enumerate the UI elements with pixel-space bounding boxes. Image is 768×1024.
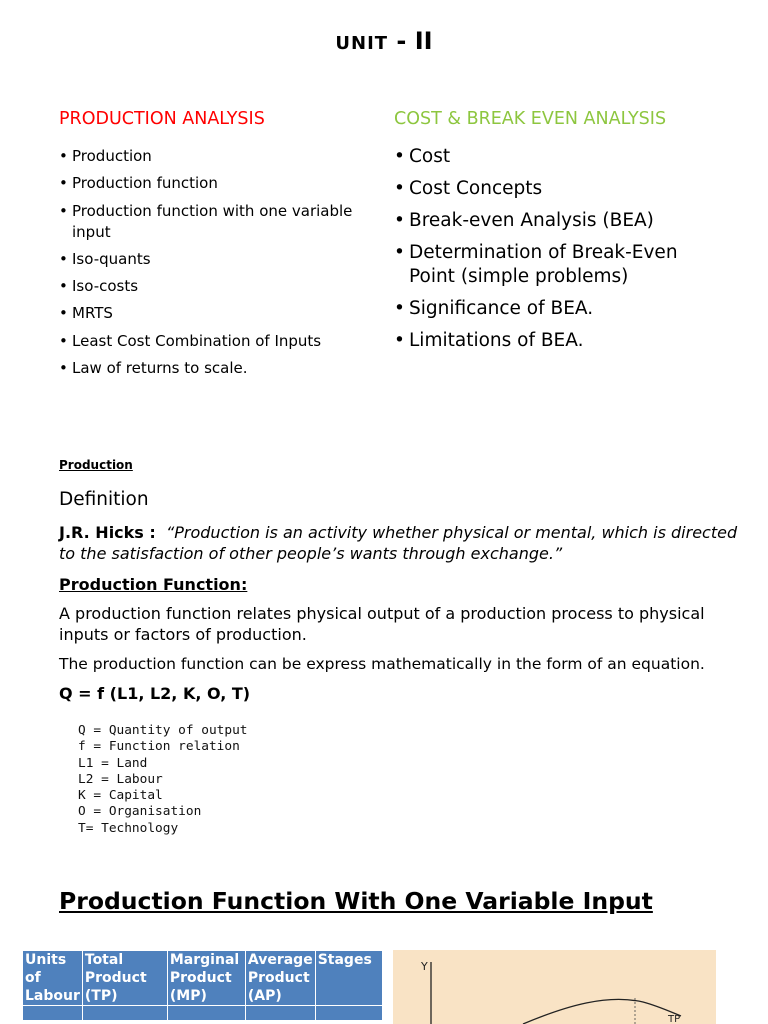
production-function-paragraph: A production function relates physical output of a production process to physical inputs or factors of production. xyxy=(59,604,705,644)
hicks-quote: “Production is an activity whether physical or mental, which is directed to the satisfaction of other people’s wants through exchange.” xyxy=(59,523,738,563)
legend-item: K = Capital xyxy=(78,788,163,804)
definition-label: Definition xyxy=(59,489,149,510)
table-cell xyxy=(245,1006,315,1021)
table-row xyxy=(23,1006,383,1021)
legend-item: L2 = Labour xyxy=(78,771,163,787)
list-item: • Production xyxy=(59,146,379,167)
production-function-math-text: The production function can be express mathematically in the form of an equation. xyxy=(59,655,705,673)
list-item: • Production function xyxy=(59,173,379,194)
legend-item: f = Function relation xyxy=(78,739,240,755)
list-item: • Cost xyxy=(394,145,714,169)
graph-svg xyxy=(393,950,716,1024)
table-cell xyxy=(23,1006,83,1021)
list-item: • Determination of Break-Even Point (simple problems) xyxy=(394,241,714,288)
list-item: • Significance of BEA. xyxy=(394,297,714,321)
list-item: • Cost Concepts xyxy=(394,177,714,201)
cost-topics-list xyxy=(394,145,714,361)
legend-item: L1 = Land xyxy=(78,755,148,771)
production-function-heading: Production Function: xyxy=(59,575,248,594)
list-item: • Production function with one variable input xyxy=(59,201,379,243)
list-item: • Law of returns to scale. xyxy=(59,358,379,379)
equation-legend xyxy=(78,723,248,837)
hicks-author: J.R. Hicks : xyxy=(59,523,156,542)
title-roman: - II xyxy=(388,27,433,55)
hicks-definition xyxy=(59,522,739,564)
production-topics-list xyxy=(59,146,379,385)
production-equation: Q = f (L1, L2, K, O, T) xyxy=(59,684,251,703)
production-analysis-heading: PRODUCTION ANALYSIS xyxy=(59,109,265,129)
production-graph xyxy=(393,950,716,1024)
list-item: • Limitations of BEA. xyxy=(394,329,714,353)
list-item: • Iso-quants xyxy=(59,249,379,270)
column-header: Units of Labour xyxy=(23,951,83,1006)
legend-item: T= Technology xyxy=(78,820,179,836)
list-item: • Least Cost Combination of Inputs xyxy=(59,331,379,352)
column-header: Stages xyxy=(315,951,382,1006)
column-header: Average Product (AP) xyxy=(245,951,315,1006)
list-item: • MRTS xyxy=(59,303,379,324)
production-table xyxy=(22,950,383,1021)
title-unit: UNIT xyxy=(335,33,389,54)
list-item: • Break-even Analysis (BEA) xyxy=(394,209,714,233)
production-section-heading: Production xyxy=(59,458,133,472)
one-variable-input-heading: Production Function With One Variable Input xyxy=(59,887,653,915)
cost-break-even-heading: COST & BREAK EVEN ANALYSIS xyxy=(394,109,667,129)
list-item: • Iso-costs xyxy=(59,276,379,297)
legend-item: Q = Quantity of output xyxy=(78,723,248,738)
legend-item: O = Organisation xyxy=(78,804,202,820)
table-cell xyxy=(315,1006,382,1021)
table-header-row xyxy=(23,951,383,1006)
y-axis-label: Y xyxy=(421,960,428,973)
column-header: Marginal Product (MP) xyxy=(167,951,245,1006)
tp-curve-label: TP xyxy=(668,1014,681,1024)
table-cell xyxy=(167,1006,245,1021)
table-cell xyxy=(82,1006,167,1021)
column-header: Total Product (TP) xyxy=(82,951,167,1006)
tp-curve xyxy=(523,999,681,1024)
page-title xyxy=(0,27,768,55)
